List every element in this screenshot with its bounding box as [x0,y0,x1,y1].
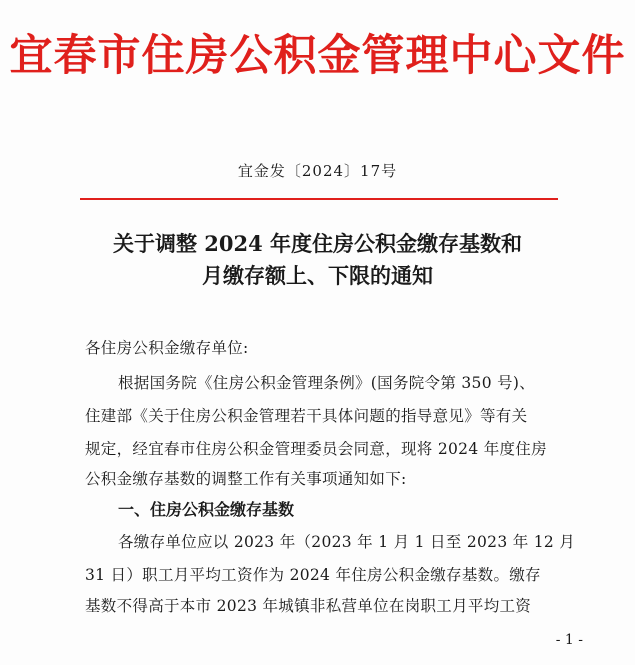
document-header-title: 宜春市住房公积金管理中心文件 [9,31,626,81]
paragraph-1-line-3: 规定，经宜春市住房公积金管理委员会同意，现将 2024 年度住房 [85,440,547,458]
paragraph-2-line-2: 31 日）职工月平均工资作为 2024 年住房公积金缴存基数。缴存 [85,566,541,584]
salutation: 各住房公积金缴存单位: [85,339,249,357]
document-title-line-2: 月缴存额上、下限的通知 [202,263,433,288]
document-title [0,228,635,292]
red-divider-line [80,198,558,200]
paragraph-2-line-1: 各缴存单位应以 2023 年（2023 年 1 月 1 日至 2023 年 12 月 [118,533,576,551]
document-number: 宜金发〔2024〕17号 [237,162,398,180]
paragraph-1-line-4: 公积金缴存基数的调整工作有关事项通知如下: [85,470,407,488]
paragraph-2-line-3: 基数不得高于本市 2023 年城镇非私营单位在岗职工月平均工资 [85,597,532,615]
document-title-line-1: 关于调整 2024 年度住房公积金缴存基数和 [112,231,523,256]
paragraph-1-line-2: 住建部《关于住房公积金管理若干具体问题的指导意见》等有关 [85,407,528,425]
page-number: - 1 - [555,632,583,648]
paragraph-1-line-1: 根据国务院《住房公积金管理条例》(国务院令第 350 号)、 [118,374,536,392]
section-1-heading: 一、住房公积金缴存基数 [118,500,295,519]
